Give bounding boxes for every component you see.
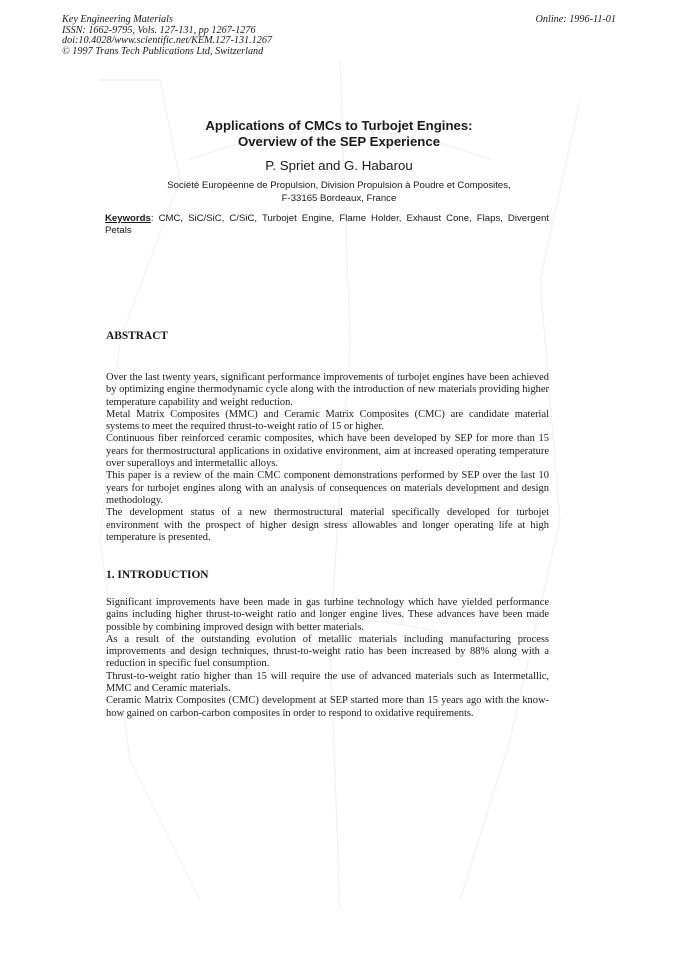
- title-line: Overview of the SEP Experience: [237, 134, 441, 149]
- doi-line: doi:10.4028/www.scientific.net/KEM.127-131.1267: [62, 35, 273, 47]
- abstract-body: [106, 372, 549, 544]
- paper-title: [0, 118, 678, 150]
- abstract-paragraph: Metal Matrix Composites (MMC) and Ceramic Matrix Composites (CMC) are candidate material systems to meet the required thrust-to-weight ratio of 15 or higher.: [106, 408, 549, 433]
- authors: P. Spriet and G. Habarou: [265, 158, 413, 173]
- issn-line: ISSN: 1662-9795, Vols. 127-131, pp 1267-1276: [62, 24, 256, 36]
- keywords-colon: :: [150, 213, 159, 224]
- abstract-heading: ABSTRACT: [106, 330, 169, 342]
- title-line: Applications of CMCs to Turbojet Engines:: [205, 118, 473, 133]
- introduction-heading: 1. INTRODUCTION: [106, 569, 209, 581]
- keywords: [105, 213, 549, 237]
- journal-header: [62, 15, 272, 57]
- affiliation-line: F-33165 Bordeaux, France: [281, 192, 397, 204]
- introduction-body: [106, 597, 549, 720]
- introduction-paragraph: Thrust-to-weight ratio higher than 15 will require the use of advanced materials such as Intermetallic, MMC and Ceramic materials.: [106, 670, 549, 695]
- introduction-paragraph: Ceramic Matrix Composites (CMC) development at SEP started more than 15 years ago with the know-how gained on carbon-carbon composites in order to respond to oxidative requirements.: [106, 695, 549, 719]
- introduction-paragraph: As a result of the outstanding evolution of metallic materials including manufacturing process improvements and design techniques, thrust-to-weight ratio has been increased by 88% along with a reduction in specific fuel consumption.: [106, 633, 549, 670]
- keywords-text: CMC, SiC/SiC, C/SiC, Turbojet Engine, Flame Holder, Exhaust Cone, Flaps, Divergent Petals: [105, 213, 549, 236]
- keywords-label: Keywords: [105, 213, 151, 224]
- affiliation-line: Société Européenne de Propulsion, Division Propulsion à Poudre et Composites,: [167, 180, 511, 191]
- introduction-paragraph: Significant improvements have been made in gas turbine technology which have yielded performance gains including higher thrust-to-weight ratio and longer engine lives. These advances have been made possible by combining improved design with better materials.: [106, 597, 549, 633]
- abstract-paragraph: The development status of a new thermostructural material specifically developed for turbojet environment with the prospect of higher design stress allowables and longer operating life at high temperature is presented.: [106, 507, 549, 543]
- abstract-paragraph: Over the last twenty years, significant performance improvements of turbojet engines have been achieved by optimizing engine thermodynamic cycle along with the introduction of new materials providing higher temperature capability and weight reduction.: [106, 372, 549, 408]
- journal-name: Key Engineering Materials: [62, 14, 173, 25]
- abstract-paragraph: Continuous fiber reinforced ceramic composites, which have been developed by SEP for more than 15 years for thermostructural applications in oxidative environment, aim at increased operating temperature over superalloys and intermetallic alloys.: [106, 433, 549, 470]
- online-date: Online: 1996-11-01: [535, 14, 616, 25]
- affiliation: [0, 180, 678, 205]
- copyright-line: © 1997 Trans Tech Publications Ltd, Switzerland: [62, 45, 264, 57]
- abstract-paragraph: This paper is a review of the main CMC component demonstrations performed by SEP over the last 10 years for turbojet engines along with an analysis of consequences on materials development and design methodology.: [106, 470, 549, 506]
